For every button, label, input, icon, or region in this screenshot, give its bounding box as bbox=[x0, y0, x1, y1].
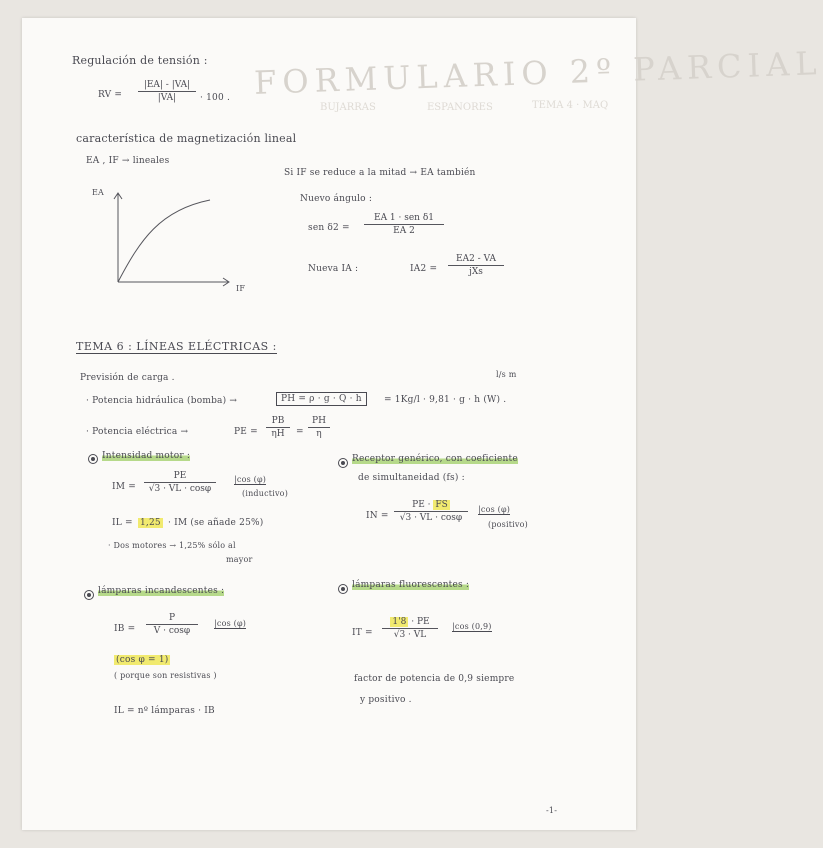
pe-num-2: PH bbox=[308, 416, 330, 428]
receptor-lhs: IN = bbox=[366, 511, 389, 521]
pot-hidraulica-tail: = 1Kg/l · 9,81 · g · h (W) . bbox=[384, 395, 507, 405]
motor-dos: · Dos motores → 1,25% sólo al bbox=[108, 541, 236, 550]
bullet-icon bbox=[338, 584, 348, 594]
motor-title: Intensidad motor : bbox=[102, 451, 191, 461]
receptor-cos-note: (positivo) bbox=[488, 520, 528, 529]
fluor-den: √3 · VL bbox=[393, 630, 427, 640]
incand-note: ( porque son resistivas ) bbox=[114, 671, 217, 680]
tema6-title: TEMA 6 : LÍNEAS ELÉCTRICAS : bbox=[76, 340, 277, 353]
receptor-num-hl: FS bbox=[435, 500, 448, 510]
bullet-icon bbox=[88, 454, 98, 464]
curve-line bbox=[118, 200, 210, 282]
magnet-ia-num: EA2 - VA bbox=[448, 254, 504, 266]
pe-eq: = bbox=[296, 427, 304, 437]
motor-num: PE bbox=[144, 471, 216, 483]
magnet-y-axis-label: EA bbox=[92, 188, 105, 197]
fluor-note-1: factor de potencia de 0,9 siempre bbox=[354, 674, 515, 684]
receptor-den: √3 · VL · cosφ bbox=[399, 513, 463, 523]
fluor-num-hl: 1'8 bbox=[392, 617, 407, 627]
magnet-ia-den: jXs bbox=[469, 267, 483, 277]
pot-electrica-label: · Potencia eléctrica → bbox=[86, 427, 189, 437]
pe-den: ηH bbox=[271, 429, 285, 439]
incand-lhs: IB = bbox=[114, 624, 136, 634]
page-number: -1- bbox=[546, 806, 558, 815]
magnetization-curve bbox=[110, 190, 240, 290]
motor-il-tail: · IM (se añade 25%) bbox=[168, 518, 264, 528]
motor-den: √3 · VL · cosφ bbox=[148, 484, 212, 494]
incand-cos: |cos (φ) bbox=[214, 619, 247, 628]
fluor-num bbox=[382, 617, 438, 629]
regulacion-fraction bbox=[138, 80, 196, 103]
bullet-icon bbox=[338, 458, 348, 468]
incand-il: IL = nº lámparas · IB bbox=[114, 706, 215, 716]
magnet-nuevo-angulo: Nuevo ángulo : bbox=[300, 194, 373, 204]
fluor-lhs: IT = bbox=[352, 628, 373, 638]
magnet-x-axis-label: IF bbox=[236, 284, 246, 293]
receptor-cos: |cos (φ) bbox=[478, 505, 511, 514]
receptor-num bbox=[394, 500, 468, 512]
motor-mayor: mayor bbox=[226, 555, 253, 564]
incand-fraction bbox=[146, 613, 198, 636]
regulacion-tail: · 100 . bbox=[200, 93, 231, 103]
ghost-subtitle-mid: ESPANORES bbox=[427, 102, 493, 113]
magnet-sen-lhs: sen δ2 = bbox=[308, 223, 350, 233]
ghost-title: FORMULARIO 2º PARCIAL bbox=[253, 44, 823, 102]
bullet-icon bbox=[84, 590, 94, 600]
magnet-ia-fraction bbox=[448, 254, 504, 277]
magnet-title: característica de magnetización lineal bbox=[76, 132, 297, 145]
magnet-sen-num: EA 1 · sen δ1 bbox=[364, 213, 444, 225]
incand-num: P bbox=[146, 613, 198, 625]
receptor-title-text: Receptor genérico, con coeficiente bbox=[352, 454, 518, 464]
notebook-page bbox=[22, 18, 823, 830]
regulacion-num: |EA| - |VA| bbox=[138, 80, 196, 92]
receptor-fraction bbox=[394, 500, 468, 523]
pe-num: PB bbox=[266, 416, 290, 428]
ghost-subtitle-left: BUJARRAS bbox=[320, 102, 376, 113]
regulacion-den: |VA| bbox=[157, 93, 177, 103]
magnet-sen-den: EA 2 bbox=[393, 226, 415, 236]
regulacion-lhs: RV = bbox=[98, 90, 123, 100]
motor-cos-note: (inductivo) bbox=[242, 489, 289, 498]
fluor-num-post: · PE bbox=[411, 617, 430, 627]
receptor-title bbox=[352, 454, 518, 464]
fluor-fraction bbox=[382, 617, 438, 640]
regulacion-title: Regulación de tensión : bbox=[72, 54, 208, 67]
motor-il-lhs: IL = bbox=[112, 518, 133, 528]
magnet-sen-fraction bbox=[364, 213, 444, 236]
motor-cos: |cos (φ) bbox=[234, 475, 267, 484]
pe-lhs: PE = bbox=[234, 427, 258, 437]
fluor-cos: |cos (0,9) bbox=[452, 622, 492, 631]
magnet-condition: Si IF se reduce a la mitad → EA también bbox=[284, 168, 476, 178]
receptor-num-pre: PE · bbox=[412, 500, 431, 510]
pe-fraction-2 bbox=[308, 416, 330, 439]
tema6-prevision: Previsión de carga . bbox=[80, 373, 175, 383]
fluor-title: lámparas fluorescentes : bbox=[352, 580, 470, 590]
fluor-note-2: y positivo . bbox=[360, 695, 412, 705]
tema6-units: l/s m bbox=[496, 370, 517, 379]
motor-fraction bbox=[144, 471, 216, 494]
pe-den-2: η bbox=[316, 429, 322, 439]
pe-fraction bbox=[266, 416, 290, 439]
magnet-ia-lhs: IA2 = bbox=[410, 264, 438, 274]
motor-il-factor: 1,25 bbox=[140, 518, 161, 528]
receptor-title-2: de simultaneidad (fs) : bbox=[358, 473, 465, 483]
incand-cos-highlight: (cos φ = 1) bbox=[116, 655, 169, 665]
incand-den: V · cosφ bbox=[153, 626, 191, 636]
pot-hidraulica-label: · Potencia hidráulica (bomba) → bbox=[86, 396, 238, 406]
pot-hidraulica-formula: PH = ρ · g · Q · h bbox=[276, 392, 367, 406]
ghost-subtitle-right: TEMA 4 · MAQ bbox=[532, 100, 609, 111]
motor-lhs: IM = bbox=[112, 482, 136, 492]
magnet-nueva-ia: Nueva IA : bbox=[308, 264, 359, 274]
magnet-subtitle: EA , IF → lineales bbox=[86, 156, 170, 166]
incand-title: lámparas incandescentes : bbox=[98, 586, 225, 596]
